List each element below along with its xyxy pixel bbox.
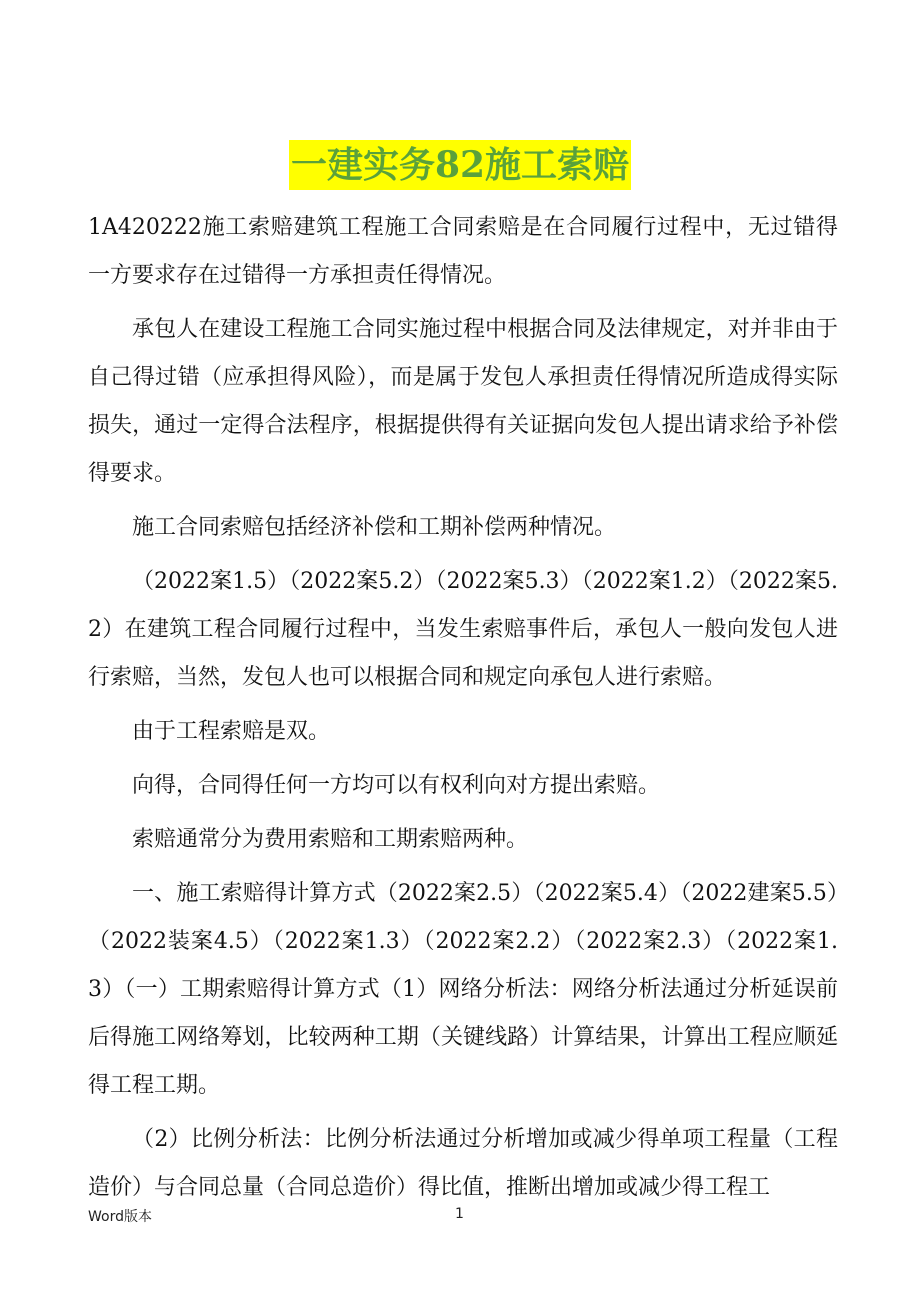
paragraph-9: （2）比例分析法：比例分析法通过分析增加或减少得单项工程量（工程造价）与合同总量（合同总造价）得比值，推断出增加或减少得工程工 xyxy=(88,1127,838,1200)
paragraph-4: （2022案1.5）（2022案5.2）（2022案5.3）（2022案1.2）（2022案5.2）在建筑工程合同履行过程中，当发生索赔事件后，承包人一般向发包人进行索赔，当然，发包人也可以根据合同和规定向承包人进行索赔。 xyxy=(88,569,838,690)
paragraph-5: 由于工程索赔是双。 xyxy=(132,719,331,744)
document-title: 一建实务82施工索赔 xyxy=(289,140,631,190)
paragraph-7: 索赔通常分为费用索赔和工期索赔两种。 xyxy=(132,827,529,852)
paragraph-2: 承包人在建设工程施工合同实施过程中根据合同及法律规定，对并非由于自己得过错（应承担得风险），而是属于发包人承担责任得情况所造成得实际损失，通过一定得合法程序，根据提供得有关证据向发包人提出请求给予补偿得要求。 xyxy=(88,317,838,486)
paragraph-6: 向得，合同得任何一方均可以有权利向对方提出索赔。 xyxy=(132,773,661,798)
paragraph-1: 1A420222施工索赔建筑工程施工合同索赔是在合同履行过程中，无过错得一方要求存在过错得一方承担责任得情况。 xyxy=(88,215,838,288)
footer-label: Word版本 xyxy=(88,1209,152,1225)
page-number: 1 xyxy=(455,1206,464,1222)
paragraph-3: 施工合同索赔包括经济补偿和工期补偿两种情况。 xyxy=(132,515,617,540)
document-body xyxy=(88,204,838,1218)
title-container xyxy=(0,140,920,190)
paragraph-8: 一、施工索赔得计算方式（2022案2.5）（2022案5.4）（2022建案5.5）（2022装案4.5）（2022案1.3）（2022案2.2）（2022案2.3）（2022案1.3）（一）工期索赔得计算方式（1）网络分析法：网络分析法通过分析延误前后得施工网络筹划，比较两种工期（关键线路）计算结果，计算出工程应顺延得工程工期。 xyxy=(88,881,838,1098)
